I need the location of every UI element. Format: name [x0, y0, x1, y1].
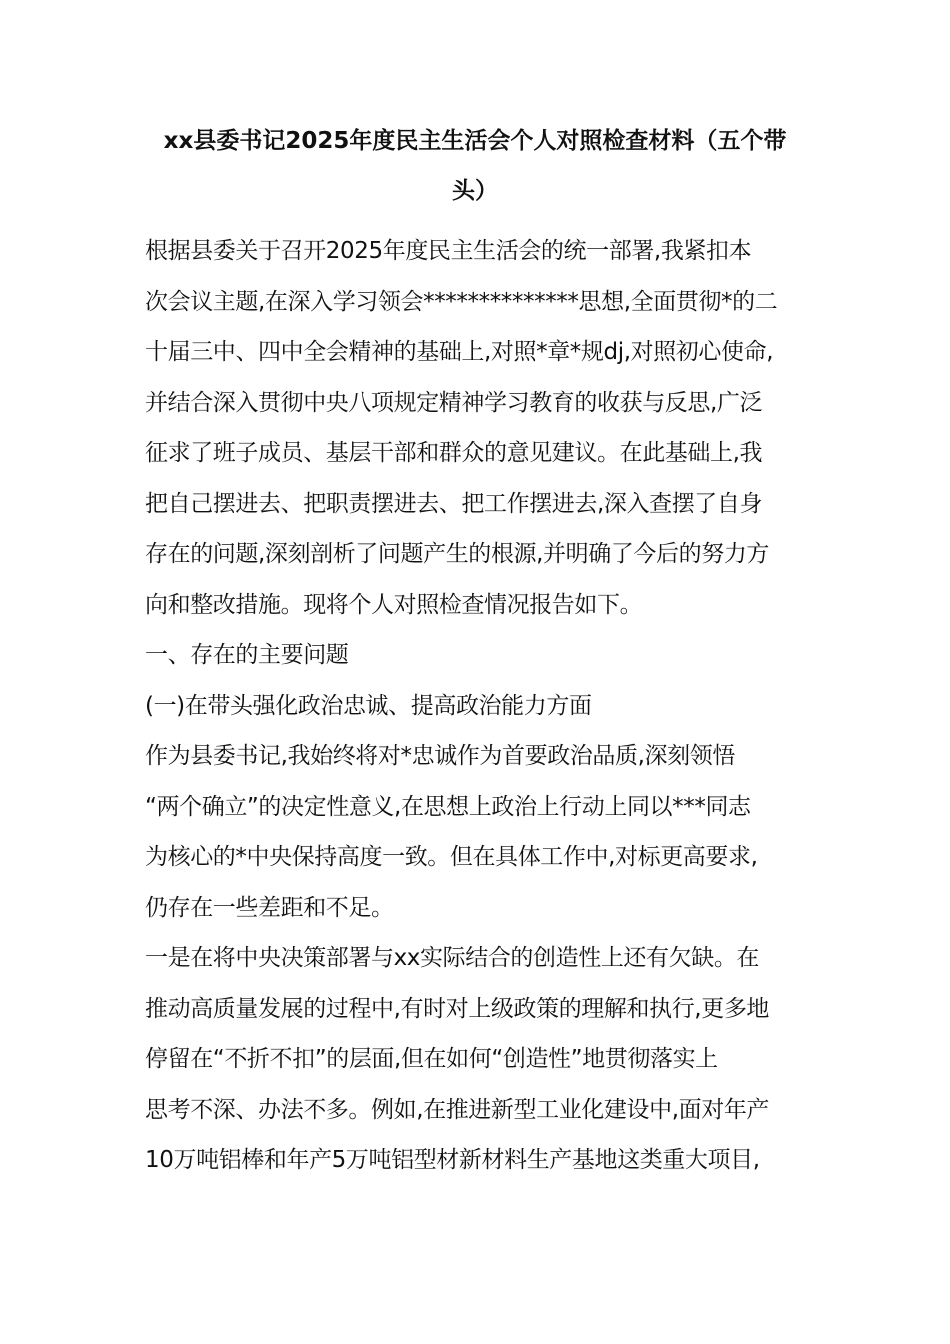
- text-line: “两个确立”的决定性意义,在思想上政治上行动上同以***同志: [145, 793, 751, 820]
- text-line: 根据县委关于召开2025年度民主生活会的统一部署,我紧扣本: [145, 238, 752, 264]
- text-line: 把自己摆进去、把职责摆进去、把工作摆进去,深入查摆了自身: [145, 490, 763, 517]
- body-paragraph: [145, 731, 815, 933]
- text-line: 十届三中、四中全会精神的基础上,对照*章*规dj,对照初心使命,: [145, 339, 774, 365]
- text-line: (一)在带头强化政治忠诚、提高政治能力方面: [145, 692, 592, 719]
- text-line: 次会议主题,在深入学习领会**************思想,全面贯彻*的二: [145, 288, 778, 315]
- text-line: 征求了班子成员、基层干部和群众的意见建议。在此基础上,我: [145, 440, 763, 466]
- text-line: 向和整改措施。现将个人对照检查情况报告如下。: [145, 591, 643, 618]
- section-heading: [145, 630, 815, 681]
- text-line: 停留在“不折不扣”的层面,但在如何“创造性”地贯彻落实上: [145, 1046, 718, 1072]
- text-line: 10万吨铝棒和年产5万吨铝型材新材料生产基地这类重大项目,: [145, 1147, 760, 1173]
- text-line: 作为县委书记,我始终将对*忠诚作为首要政治品质,深刻领悟: [145, 743, 735, 769]
- text-line: 并结合深入贯彻中央八项规定精神学习教育的收获与反思,广泛: [145, 389, 763, 416]
- body-paragraph: [145, 933, 815, 1186]
- document-title: [140, 116, 810, 216]
- text-line: 仍存在一些差距和不足。: [145, 894, 394, 921]
- text-line: 一是在将中央决策部署与xx实际结合的创造性上还有欠缺。在: [145, 945, 760, 971]
- text-line: 推动高质量发展的过程中,有时对上级政策的理解和执行,更多地: [145, 995, 770, 1022]
- title-line: xx县委书记2025年度民主生活会个人对照检查材料（五个带: [163, 128, 787, 154]
- subsection-heading: [145, 681, 815, 732]
- document-body: [145, 226, 815, 1186]
- text-line: 为核心的*中央保持高度一致。但在具体工作中,对标更高要求,: [145, 844, 758, 870]
- title-line: 头）: [452, 178, 498, 204]
- text-line: 一、存在的主要问题: [145, 642, 349, 668]
- text-line: 存在的问题,深刻剖析了问题产生的根源,并明确了今后的努力方: [145, 541, 770, 567]
- text-line: 思考不深、办法不多。例如,在推进新型工业化建设中,面对年产: [145, 1096, 770, 1123]
- intro-paragraph: [145, 226, 815, 630]
